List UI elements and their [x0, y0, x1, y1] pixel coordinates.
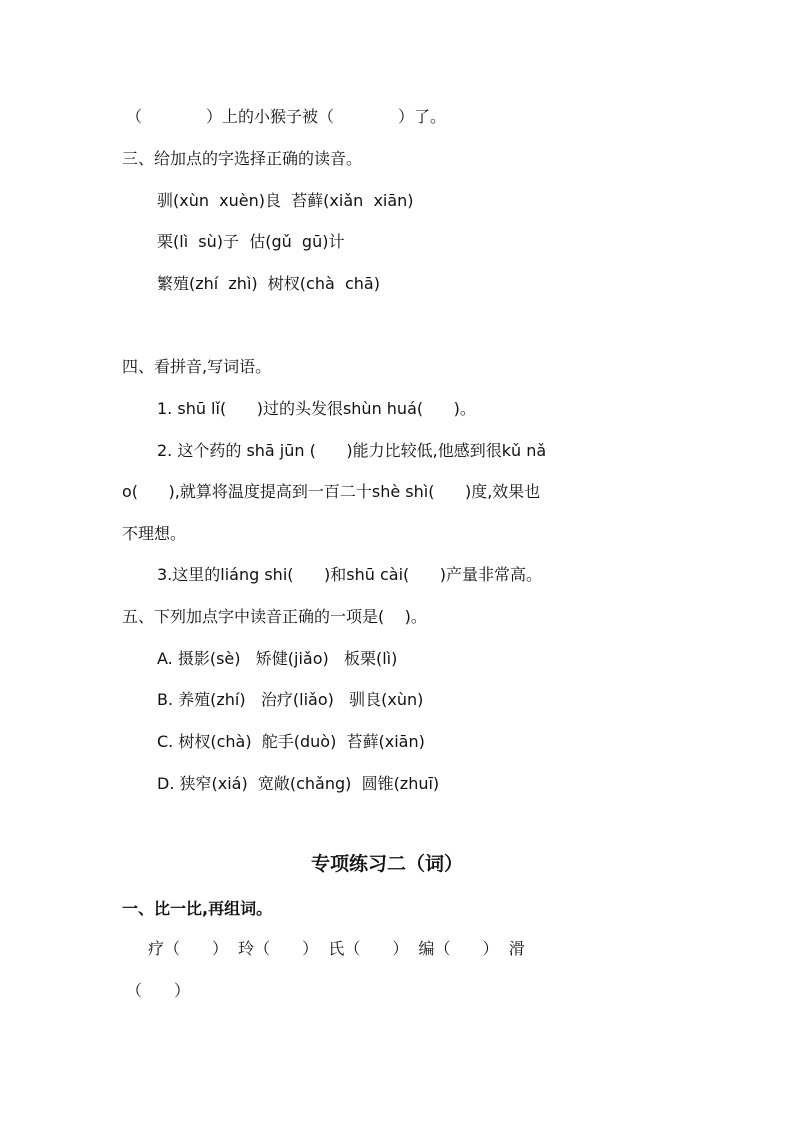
section-heading: 四、看拼音,写词语。: [122, 357, 272, 376]
text-line: o( ),就算将温度提高到一百二十shè shì( )度,效果也: [122, 482, 541, 501]
section-heading: 三、给加点的字选择正确的读音。: [122, 149, 363, 168]
text-line: 繁殖(zhí zhì) 树杈(chà chā): [157, 274, 380, 293]
text-line: 3.这里的liáng shi( )和shū cài( )产量非常高。: [157, 565, 543, 584]
page-title: 专项练习二（词）: [311, 853, 464, 875]
option-b: B. 养殖(zhí) 治疗(liǎo) 驯良(xùn): [157, 690, 424, 709]
text-line: 疗（ ） 玲（ ） 氏（ ） 编（ ） 滑: [148, 939, 525, 958]
text-line: 驯(xùn xuèn)良 苔藓(xiǎn xiān): [157, 191, 414, 210]
option-d: D. 狭窄(xiá) 宽敞(chǎng) 圆锥(zhuī): [157, 774, 440, 793]
text-line: （ ）上的小猴子被（ ）了。: [126, 107, 447, 126]
section-heading: 五、下列加点字中读音正确的一项是( )。: [122, 607, 427, 626]
option-c: C. 树杈(chà) 舵手(duò) 苔藓(xiān): [157, 732, 425, 751]
text-line: 2. 这个药的 shā jūn ( )能力比较低,他感到很kǔ nǎ: [157, 441, 547, 460]
text-line: 栗(lì sù)子 估(gǔ gū)计: [157, 232, 345, 251]
option-a: A. 摄影(sè) 矫健(jiǎo) 板栗(lì): [157, 649, 398, 668]
text-line: （ ）: [126, 981, 191, 1000]
text-line: 不理想。: [122, 524, 187, 543]
text-line: 1. shū lǐ( )过的头发很shùn huá( )。: [157, 399, 476, 418]
section-heading: 一、比一比,再组词。: [122, 899, 273, 918]
